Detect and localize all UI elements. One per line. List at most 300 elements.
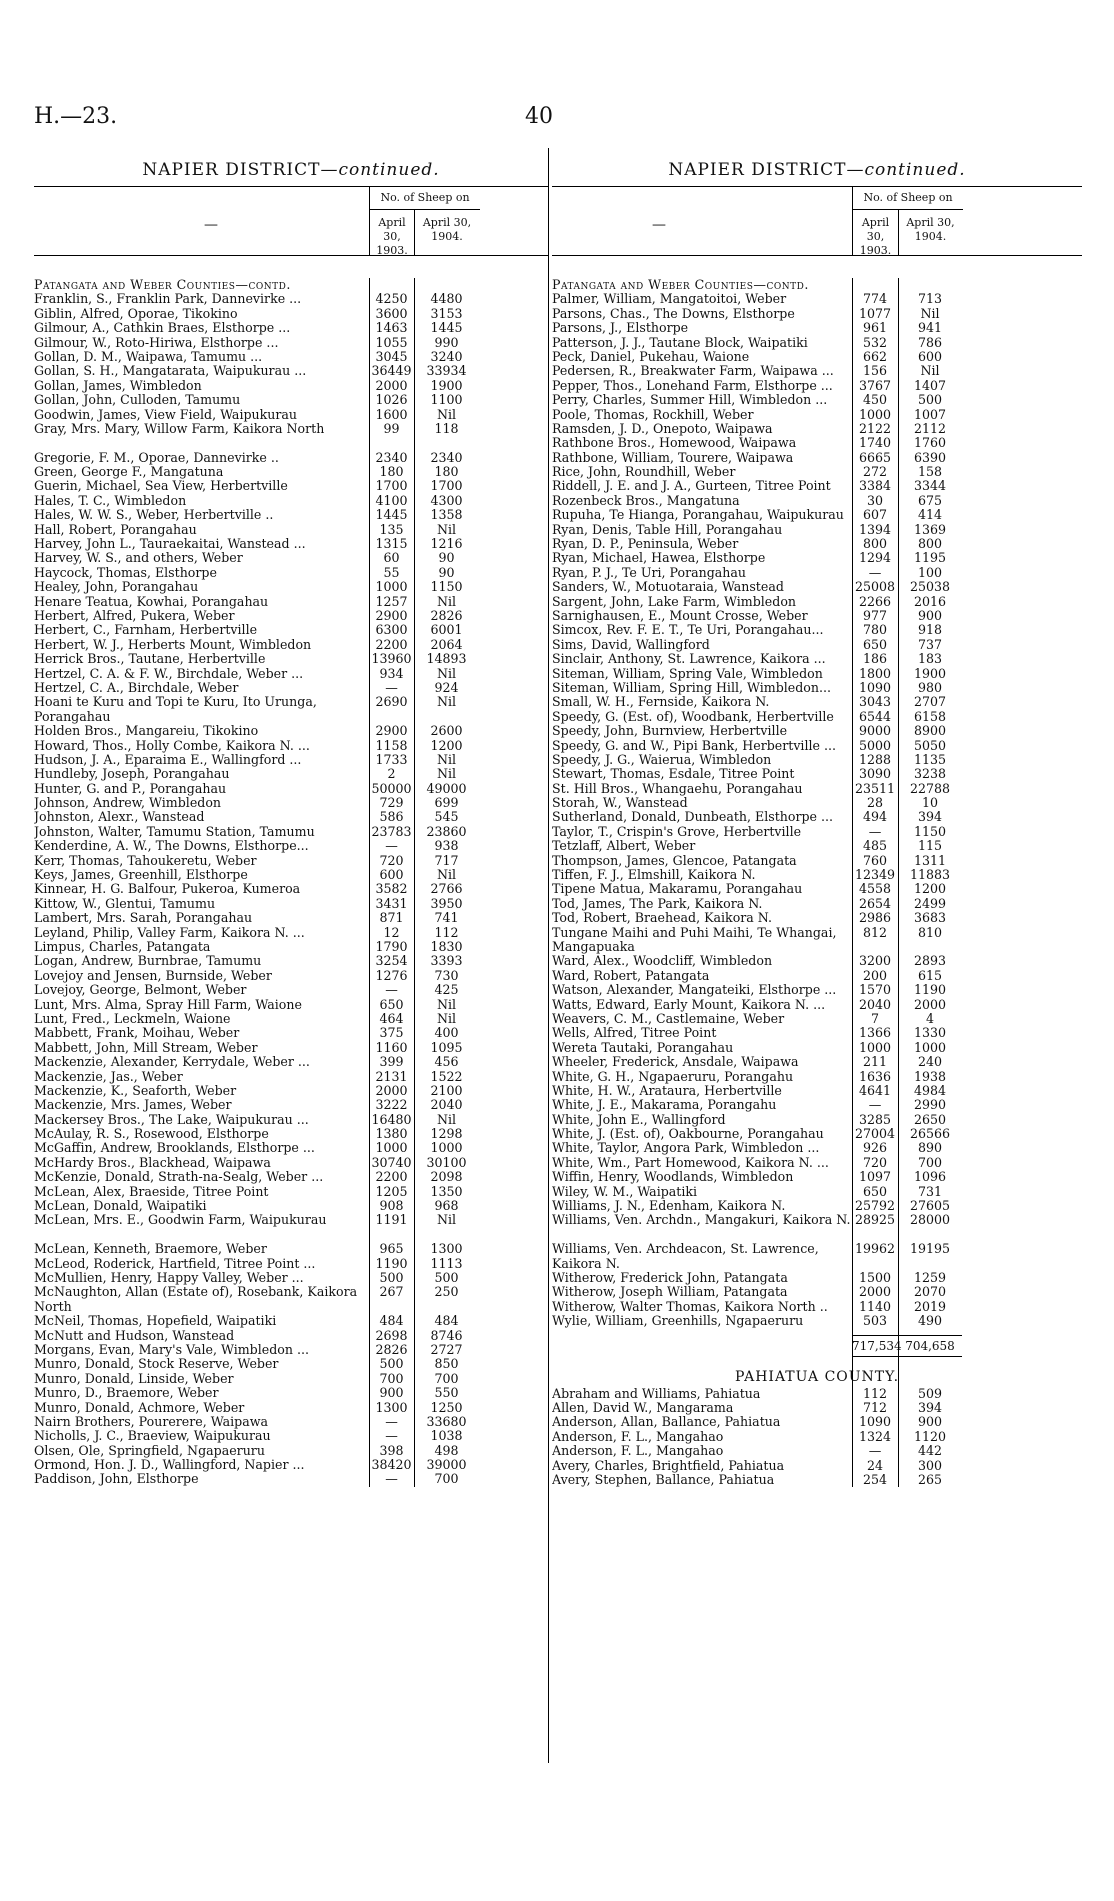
sheep-1903: 272 [862,464,888,480]
sheep-1903: 23783 [371,823,412,839]
sheep-1904: 1369 [913,521,947,537]
sheep-1904: Nil [436,694,457,710]
table-row [552,998,1082,1012]
sheep-1903: 1160 [375,1039,408,1055]
sheep-1904: 23860 [426,823,467,839]
table-row [34,1041,548,1055]
owner-name: Logan, Andrew, Burnbrae, Tamumu [34,954,262,969]
owner-name: Munro, Donald, Linside, Weber [34,1371,234,1386]
total-1903: 717,534 [852,1338,902,1353]
sheep-1903: 99 [383,420,400,436]
table-row [552,667,1082,681]
owner-name: McHardy Bros., Blackhead, Waipawa [34,1155,271,1170]
sheep-group-header: No. of Sheep on [369,187,480,210]
totals-row [852,1335,962,1357]
owner-name: McLean, Kenneth, Braemore, Weber [34,1242,267,1257]
owner-name: White, H. W., Arataura, Herbertville [552,1083,782,1098]
owner-name: Hall, Robert, Porangahau [34,522,197,537]
district-title: NAPIER DISTRICT—continued. [668,160,966,180]
table-row [552,1444,1082,1458]
table-row [34,1343,548,1357]
table-row [552,465,1082,479]
owner-name: McAulay, R. S., Rosewood, Elsthorpe [34,1127,269,1142]
sheep-1903: — [868,1097,882,1113]
owner-name: Hales, T. C., Wimbledon [34,493,187,508]
table-row [34,753,548,767]
sheep-1904: Nil [436,1010,457,1026]
owner-name: Peck, Daniel, Pukehau, Waione [552,349,750,364]
sheep-1903: 774 [862,291,888,307]
owner-name: Gollan, James, Wimbledon [34,378,202,393]
sheep-1904: 490 [917,1313,943,1329]
owner-name: Gollan, John, Culloden, Tamumu [34,393,241,408]
owner-name: Storah, W., Wanstead [552,796,688,811]
sheep-1904: 1150 [913,823,947,839]
table-row [34,1141,548,1155]
table-row [34,595,548,609]
sheep-1904: 730 [434,967,459,983]
sheep-1903: 1000 [375,1140,408,1156]
sheep-1903: 500 [379,1270,404,1285]
table-row [34,393,548,407]
table-row [552,897,1082,911]
table-row [34,954,548,968]
sheep-1904: 2019 [913,1298,947,1314]
table-row [34,1026,548,1040]
table-row [34,1070,548,1084]
sheep-1903: 211 [862,1054,888,1070]
sheep-1903: 700 [379,1370,404,1386]
table-row [34,379,548,393]
sheep-1904: 33934 [426,363,467,379]
table-row [34,983,548,997]
sheep-1903: 1276 [375,967,408,983]
table-row [552,609,1082,623]
sheep-1904: 1000 [430,1140,463,1156]
sheep-1903: 16480 [371,1111,412,1127]
owner-name: Howard, Thos., Holly Combe, Kaikora N. ... [34,738,310,753]
sheep-1903: 9000 [858,723,892,739]
owner-name: Johnson, Andrew, Wimbledon [34,796,222,811]
sheep-1903: 965 [379,1241,404,1257]
table-row [34,364,548,378]
col-1903-header: April 30, 1903. [369,210,414,255]
sheep-1904: Nil [436,665,457,681]
sheep-1904: 1113 [430,1255,463,1271]
sheep-1903: 2 [387,766,396,782]
sheep-1903: 3254 [375,953,408,969]
sheep-1904: 1200 [430,737,463,753]
sheep-1904: 500 [917,392,943,408]
table-row [34,1257,548,1271]
owner-name: Tod, Robert, Braehead, Kaikora N. [552,911,773,926]
table-row [34,451,548,465]
owner-name: Anderson, F. L., Mangahao [552,1429,724,1444]
sheep-1904: 2499 [913,895,947,911]
owner-name: Ryan, D. P., Peninsula, Weber [552,537,739,552]
sheep-1904: 6390 [913,449,947,465]
sheep-1903: 23511 [854,780,896,796]
owner-name: Watson, Alexander, Mangateiki, Elsthorpe ... [552,983,837,998]
sheep-1903: 13960 [371,651,412,667]
sheep-1903: 3431 [375,895,408,911]
table-row [552,724,1082,738]
sheep-1903: — [385,679,398,695]
owner-name: Lunt, Fred., Leckmeln, Waione [34,1011,231,1026]
sheep-1903: 3200 [858,953,892,969]
sheep-1904: 1830 [430,939,463,954]
table-row [34,537,548,551]
owner-name: Hertzel, C. A. & F. W., Birchdale, Weber ... [34,666,304,681]
sheep-1904: 2766 [430,881,463,897]
table-row [34,566,548,580]
sheep-1903: 1315 [375,536,408,552]
sheep-1904: 900 [917,607,943,623]
table-row [552,695,1082,709]
sheep-1903: 760 [862,852,888,868]
owner-name: Guerin, Michael, Sea View, Herbertville [34,479,288,494]
table-row [552,508,1082,522]
sheep-1904: 1000 [913,1039,947,1055]
sheep-1904: 1195 [913,550,947,566]
sheep-1903: 720 [862,1154,888,1170]
table-row [552,782,1082,796]
sheep-1903: 2698 [375,1327,408,1343]
sheep-1904: 1259 [913,1270,947,1285]
owner-name: Parsons, Chas., The Downs, Elsthorpe [552,306,795,321]
sheep-1903: 1636 [858,1068,892,1084]
sheep-1904: 699 [434,795,459,811]
table-row [552,451,1082,465]
owner-name: McLean, Mrs. E., Goodwin Farm, Waipukurau [34,1213,327,1228]
right-table-body [552,278,1082,1487]
sheep-1903: 1790 [375,939,408,954]
sheep-1903: 2131 [375,1068,408,1084]
table-row [34,724,548,738]
owner-name: Holden Bros., Mangareiu, Tikokino [34,724,259,739]
owner-name: Speedy, G. and W., Pipi Bank, Herbertville ... [552,738,836,753]
owner-name: White, G. H., Ngapaeruru, Porangahu [552,1069,794,1084]
owner-name: Herbert, W. J., Herberts Mount, Wimbledon [34,637,312,652]
table-row [552,796,1082,810]
table-row [34,1429,548,1443]
owner-name: Tetzlaff, Albert, Weber [552,839,696,854]
sheep-1904: 90 [438,564,455,580]
sheep-1904: 6158 [913,708,947,724]
sheep-1903: 1158 [375,737,408,753]
sheep-1904: 442 [917,1443,943,1459]
owner-name: Mabbett, Frank, Moihau, Weber [34,1026,240,1041]
table-row [34,408,548,422]
sheep-1904: Nil [436,766,457,782]
table-row [552,983,1082,997]
sheep-1903: 1294 [858,550,892,566]
owner-name: Nairn Brothers, Pourerere, Waipawa [34,1414,268,1429]
owner-name: Pedersen, R., Breakwater Farm, Waipawa ... [552,364,834,379]
sheep-1904: 545 [434,809,459,825]
sheep-1903: 1097 [858,1169,892,1185]
sheep-1904: 2098 [430,1169,463,1185]
owner-name: Leyland, Philip, Valley Farm, Kaikora N. ... [34,925,305,940]
table-row [34,1156,548,1170]
table-row [34,1472,548,1486]
owner-name: Munro, Donald, Stock Reserve, Weber [34,1357,279,1372]
sheep-1904: 183 [917,651,943,667]
sheep-1904: 1700 [430,478,463,494]
section-heading: Patangata and Weber Counties—contd. [552,277,809,292]
sheep-1903: 464 [379,1010,404,1026]
sheep-1904: 1900 [430,377,463,393]
page-number: 40 [525,104,553,129]
owner-name: Wereta Tautaki, Porangahau [552,1040,734,1055]
owner-name: McLeod, Roderick, Hartfield, Titree Point ... [34,1256,316,1271]
table-row [34,868,548,882]
sheep-1903: 1000 [858,1039,892,1055]
owner-name: Simcox, Rev. F. E. T., Te Uri, Porangahau... [552,623,824,638]
owner-name: Williams, J. N., Edenham, Kaikora N. [552,1199,786,1214]
owner-name: Lovejoy and Jensen, Burnside, Weber [34,968,272,983]
table-row [34,638,548,652]
owner-name: St. Hill Bros., Whangaehu, Porangahau [552,781,803,796]
sheep-1904: 112 [434,924,459,940]
sheep-1903: 484 [379,1313,404,1329]
sheep-1903: 908 [379,1198,404,1214]
sheep-1903: 871 [379,910,404,926]
sheep-1903: 3285 [858,1111,892,1127]
sheep-1904: 2040 [430,1097,463,1113]
page-header [0,104,1114,134]
table-row [34,321,548,335]
owner-name: Gollan, S. H., Mangatarata, Waipukurau ... [34,364,307,379]
sheep-1904: 5050 [913,737,947,753]
sheep-1904: 675 [917,492,943,508]
table-row [34,782,548,796]
owner-name: White, J. E., Makarama, Porangahu [552,1098,777,1113]
sheep-1903: 2900 [375,723,408,739]
owner-name: Giblin, Alfred, Oporae, Tikokino [34,306,238,321]
sheep-1904: 484 [434,1313,459,1329]
sheep-1903: 1380 [375,1126,408,1142]
owner-name: White, John E., Wallingford [552,1112,726,1127]
owner-name: Rozenbeck Bros., Mangatuna [552,493,740,508]
table-row [34,739,548,753]
owner-name: Mackenzie, K., Seaforth, Weber [34,1083,237,1098]
table-row [34,1314,548,1328]
sheep-1904: Nil [436,867,457,883]
table-row [34,810,548,824]
owner-name: Wylie, William, Greenhills, Ngapaeruru [552,1314,804,1329]
sheep-1903: 1570 [858,982,892,998]
sheep-1903: 720 [379,852,404,868]
sheep-1904: 400 [434,1025,459,1041]
table-row [34,1357,548,1371]
sheep-1904: 6001 [430,622,463,638]
sheep-1904: 394 [917,809,943,825]
sheep-1903: 60 [383,550,400,566]
document-reference: H.—23. [34,104,118,129]
owner-name: Kerr, Thomas, Tahoukeretu, Weber [34,853,257,868]
sheep-1903: 977 [862,607,888,623]
table-row [552,408,1082,422]
owner-name: Ryan, P. J., Te Uri, Porangahau [552,565,747,580]
table-row [552,868,1082,882]
sheep-1903: 27004 [854,1126,896,1142]
sheep-1903: 961 [862,320,888,336]
table-row [552,1156,1082,1170]
table-row [552,479,1082,493]
table-row [552,710,1082,724]
table-row [34,1098,548,1112]
table-row [552,1199,1082,1213]
sheep-1903: 30740 [371,1154,412,1170]
table-row [34,1444,548,1458]
sheep-1904: 1300 [430,1241,463,1257]
sheep-1903: 50000 [371,780,412,796]
sheep-1904: 4 [925,1010,934,1026]
sheep-1904: 250 [434,1284,459,1300]
sheep-1904: 498 [434,1442,459,1458]
owner-name: Harvey, W. S., and others, Weber [34,551,243,566]
table-row [552,422,1082,436]
sheep-1903: 1740 [858,435,892,451]
sheep-1903: 254 [862,1471,888,1487]
sheep-1904: 1038 [430,1428,463,1444]
sheep-1903: 2200 [375,636,408,652]
table-row [552,292,1082,306]
col-1904-header: April 30, 1904. [898,210,962,255]
sheep-1904: 938 [434,838,459,854]
table-row [34,940,548,954]
owner-name: Tod, James, The Park, Kaikora N. [552,896,763,911]
owner-name: McNeil, Thomas, Hopefield, Waipatiki [34,1314,277,1329]
sheep-1904: 22788 [909,780,951,796]
sheep-1903: 36449 [371,363,412,379]
owner-name: Thompson, James, Glencoe, Patangata [552,853,797,868]
sheep-1904: 1190 [913,982,947,998]
sheep-1903: 180 [379,464,404,480]
sheep-1903: 650 [862,1183,888,1199]
sheep-1903: 398 [379,1442,404,1458]
owner-name: Gregorie, F. M., Oporae, Dannevirke .. [34,450,279,465]
table-row [552,652,1082,666]
sheep-1904: 1100 [430,392,463,408]
owner-name: Herbert, Alfred, Pukera, Weber [34,609,235,623]
table-row [552,393,1082,407]
table-row [552,1387,1082,1401]
sheep-1903: 500 [379,1356,404,1372]
table-row [34,623,548,637]
table-row [34,681,548,695]
sheep-1904: 27605 [909,1198,951,1214]
table-row [552,1127,1082,1141]
sheep-1903: 30 [866,492,884,508]
owner-name: Nicholls, J. C., Braeview, Waipukurau [34,1429,271,1444]
table-row [34,1113,548,1127]
sheep-1903: 2266 [858,593,892,609]
sheep-1903: 1090 [858,1414,892,1430]
sheep-1903: 780 [862,622,888,638]
sheep-1903: 1055 [375,334,408,350]
table-row [552,595,1082,609]
sheep-1904: Nil [920,305,940,321]
owner-name: McNutt and Hudson, Wanstead [34,1328,235,1343]
owner-name: Sutherland, Donald, Dunbeath, Elsthorpe ... [552,810,833,825]
sheep-1903: 12 [383,924,400,940]
owner-name: Rice, John, Roundhill, Weber [552,465,736,480]
sheep-1903: 1191 [375,1212,408,1228]
owner-name: Lovejoy, George, Belmont, Weber [34,983,247,998]
table-row [552,1415,1082,1429]
sheep-1903: — [385,982,398,998]
sheep-1904: 2727 [430,1341,463,1357]
sheep-1904: 980 [917,679,943,695]
sheep-1904: 2826 [430,608,463,623]
sheep-1903: 55 [383,564,400,580]
sheep-1903: 200 [862,967,888,983]
table-row [34,1199,548,1213]
owner-name: Sanders, W., Motuotaraia, Wanstead [552,580,784,595]
table-row [552,1285,1082,1299]
owner-name: White, Taylor, Angora Park, Wimbledon ... [552,1141,820,1156]
sheep-1904: 1095 [430,1039,463,1055]
table-row [552,1026,1082,1040]
sheep-1903: 650 [379,996,404,1012]
sheep-1904: 19195 [909,1241,951,1257]
table-row [552,1055,1082,1069]
sheep-1903: 2040 [858,996,892,1012]
sheep-1903: 2986 [858,910,892,926]
table-row [552,969,1082,983]
table-row [552,926,1082,955]
owner-name: Kinnear, H. G. Balfour, Pukeroa, Kumeroa [34,882,301,897]
sheep-1904: 14893 [426,651,467,667]
owner-name: Rathbone, William, Tourere, Waipawa [552,450,794,465]
owner-name: Avery, Stephen, Ballance, Pahiatua [552,1472,775,1487]
owner-name: Hertzel, C. A., Birchdale, Weber [34,680,239,695]
sheep-1904: 4300 [430,492,463,508]
table-row [34,1055,548,1069]
sheep-1904: 2707 [913,694,947,710]
owner-name: White, Wm., Part Homewood, Kaikora N. ... [552,1155,829,1170]
owner-name: Gray, Mrs. Mary, Willow Farm, Kaikora North [34,421,325,436]
sheep-1903: — [868,823,882,839]
sheep-1904: 1350 [430,1183,463,1199]
sheep-1904: 741 [434,910,459,926]
table-row [552,954,1082,968]
sheep-1903: 267 [379,1284,404,1300]
sheep-1903: 2900 [375,608,408,623]
owner-name: Lambert, Mrs. Sarah, Porangahau [34,911,253,926]
owner-name: Palmer, William, Mangatoitoi, Weber [552,292,787,307]
table-row [34,667,548,681]
owner-name: Ramsden, J. D., Onepoto, Waipawa [552,421,773,436]
owner-name: McMullien, Henry, Happy Valley, Weber ... [34,1271,304,1285]
owner-name: Wheeler, Frederick, Ansdale, Waipawa [552,1055,799,1070]
owner-name: Williams, Ven. Archdeacon, St. Lawrence, Kaikora N. [552,1242,819,1271]
owner-name: Wiley, W. M., Waipatiki [552,1184,698,1199]
table-row [552,321,1082,335]
sheep-1904: 800 [917,536,943,552]
sheep-1903: — [868,1443,882,1459]
table-row [34,854,548,868]
table-row [34,1386,548,1400]
sheep-1903: 2000 [375,1082,408,1098]
owner-name: McLean, Donald, Waipatiki [34,1199,207,1214]
sheep-1903: 3767 [858,377,892,393]
table-row [552,1084,1082,1098]
sheep-1904: 300 [917,1457,943,1473]
sheep-1904: 713 [917,291,943,307]
